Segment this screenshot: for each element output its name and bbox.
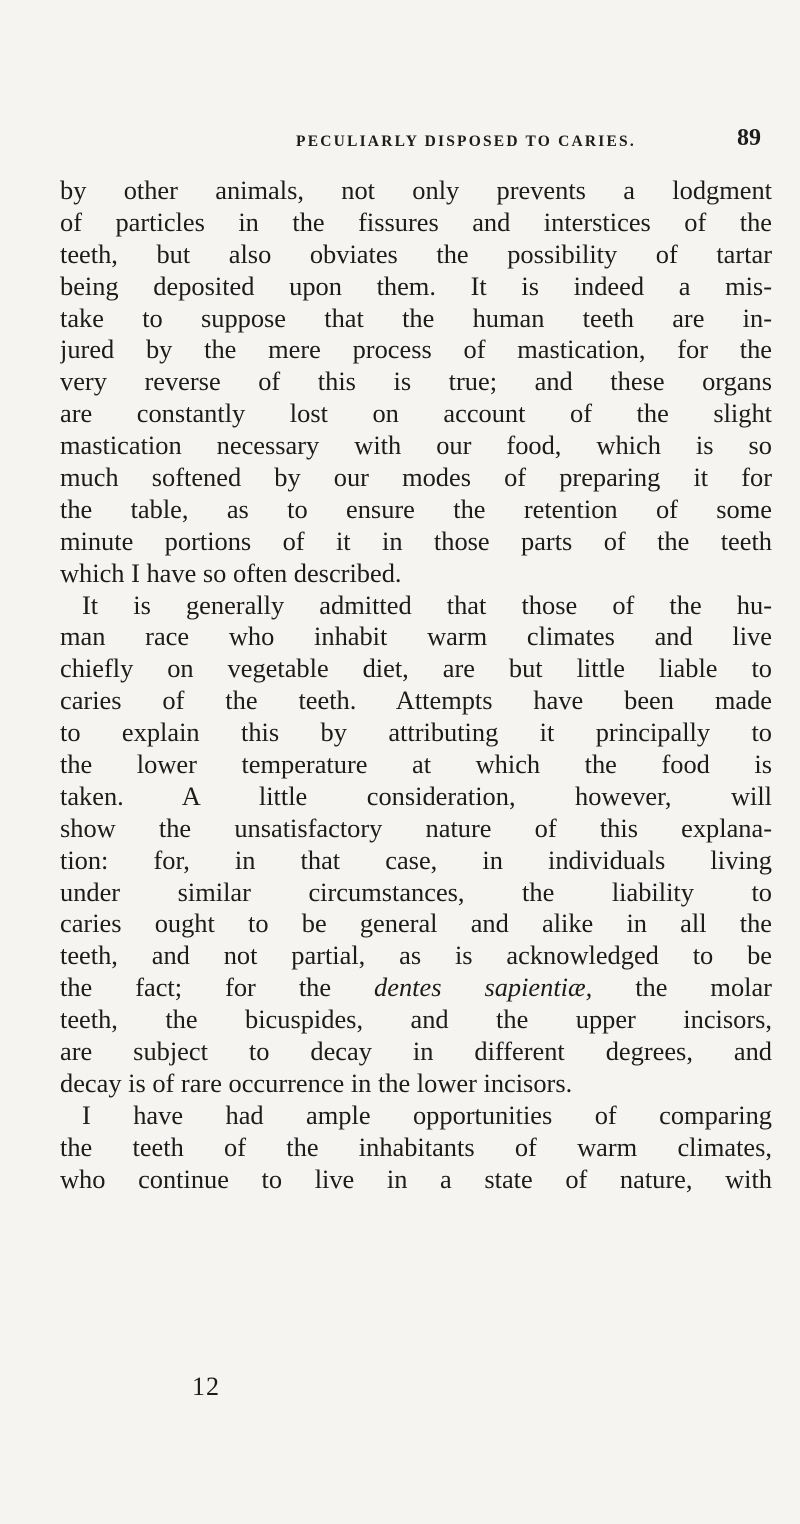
body-text <box>60 175 772 1196</box>
page-number: 89 <box>737 125 761 151</box>
text-segment: the molar <box>635 972 772 1003</box>
paragraph-start-line: It is generally admitted that those of the hu- <box>82 589 772 620</box>
text-line: taken. A little consideration, however, will <box>60 780 772 811</box>
text-line: teeth, the bicuspides, and the upper incisors, <box>60 1004 772 1035</box>
text-line: tion: for, in that case, in individuals living <box>60 844 772 875</box>
text-line: minute portions of it in those parts of the teeth <box>60 525 772 556</box>
text-line: teeth, but also obviates the possibility of tartar <box>60 238 772 269</box>
text-line: by other animals, not only prevents a lodgment <box>60 175 772 205</box>
signature-mark: 12 <box>192 1372 220 1401</box>
text-line: caries of the teeth. Attempts have been made <box>60 685 772 716</box>
paragraph-end-line: which I have so often described. <box>60 557 402 588</box>
text-line: who continue to live in a state of nature, with <box>60 1163 772 1194</box>
text-line: mastication necessary with our food, which is so <box>60 430 772 461</box>
text-line: chiefly on vegetable diet, are but little liable to <box>60 653 772 684</box>
running-head <box>0 125 800 165</box>
text-line-with-italic <box>60 972 772 1004</box>
text-line: very reverse of this is true; and these organs <box>60 366 772 397</box>
paragraph-start-line: I have had ample opportunities of comparing <box>82 1099 772 1130</box>
text-line: man race who inhabit warm climates and live <box>60 621 772 652</box>
text-line: much softened by our modes of preparing it for <box>60 462 772 493</box>
text-line: being deposited upon them. It is indeed a mis- <box>60 270 772 301</box>
text-line: to explain this by attributing it principally to <box>60 717 772 748</box>
text-line: are constantly lost on account of the slight <box>60 398 772 429</box>
text-line: the lower temperature at which the food is <box>60 749 772 780</box>
paragraph-end-line: decay is of rare occurrence in the lower incisors. <box>60 1067 573 1098</box>
text-line: caries ought to be general and alike in all the <box>60 908 772 939</box>
text-segment: the fact; for the <box>60 972 332 1003</box>
text-line: take to suppose that the human teeth are in- <box>60 302 772 333</box>
text-line: teeth, and not partial, as is acknowledged to be <box>60 940 772 971</box>
text-line: under similar circumstances, the liability to <box>60 876 772 907</box>
text-line: the table, as to ensure the retention of some <box>60 493 772 524</box>
text-line: of particles in the fissures and interstices of the <box>60 206 772 237</box>
text-line: show the unsatisfactory nature of this explana- <box>60 812 772 843</box>
italic-term: dentes sapientiæ, <box>374 972 593 1003</box>
text-line: the teeth of the inhabitants of warm climates, <box>60 1131 772 1162</box>
text-line: are subject to decay in different degrees, and <box>60 1036 772 1067</box>
text-line: jured by the mere process of mastication, for the <box>60 334 772 365</box>
running-title: PECULIARLY DISPOSED TO CARIES. <box>296 133 636 150</box>
